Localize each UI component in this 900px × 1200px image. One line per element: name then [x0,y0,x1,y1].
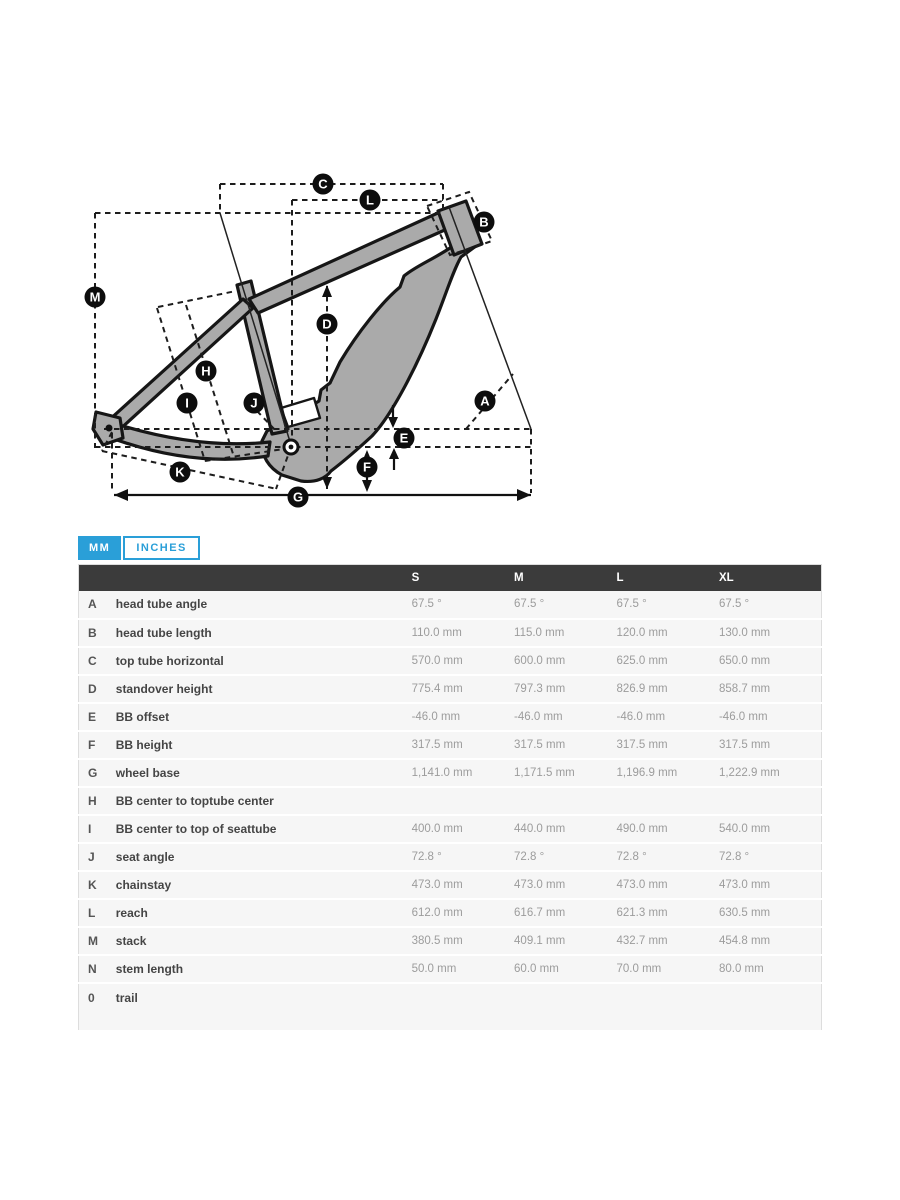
row-value: -46.0 mm [514,710,563,723]
row-label: stack [115,933,147,948]
diagram-label-I [177,393,198,414]
table-row [79,871,822,899]
row-label: wheel base [115,765,180,780]
row-value: 80.0 mm [718,962,764,975]
row-value: 858.7 mm [718,682,771,695]
geometry-table [78,564,822,1032]
diagram-label-D [317,314,338,335]
row-value [412,983,514,1031]
row-value: 473.0 mm [616,878,668,891]
diagram-label-J [244,393,265,414]
size-column-header: S [411,571,420,584]
diagram-label-F [357,457,378,478]
row-label: chainstay [115,877,172,892]
row-value: 317.5 mm [514,738,566,751]
label-letter: H [201,363,211,379]
label-letter: J [250,395,258,411]
row-value: 570.0 mm [411,654,463,667]
row-value: 432.7 mm [616,934,668,947]
tab-inches[interactable]: INCHES [123,536,200,560]
row-label: reach [115,905,148,920]
row-label: standover height [115,681,213,696]
table-row [79,675,822,703]
diagram-label-M [85,287,106,308]
row-letter: E [88,709,97,724]
tab-mm[interactable]: MM [78,536,121,560]
row-letter: H [88,793,97,808]
label-letter: M [89,289,101,305]
bike-frame-diagram [0,0,900,530]
row-value: 67.5 ° [514,598,545,610]
row-label: BB height [115,737,173,752]
row-value: 612.0 mm [411,906,463,919]
row-letter: N [88,961,97,976]
row-value: 67.5 ° [411,598,442,610]
diagram-label-G [288,487,309,508]
table-row [79,591,822,619]
unit-tabs [78,536,200,560]
row-value: 72.8 ° [718,850,750,863]
header-spacer [116,565,412,591]
row-letter: D [88,681,97,696]
row-value: 540.0 mm [718,822,771,835]
table-row [79,647,822,675]
row-value: 409.1 mm [514,934,566,947]
size-column-header: XL [718,571,734,584]
table-row [79,787,822,815]
row-value: 650.0 mm [718,654,771,667]
label-letter: F [363,459,371,475]
diagram-label-C [313,174,334,195]
row-value: 317.5 mm [718,738,771,751]
row-value: 775.4 mm [411,682,463,695]
label-letter: I [185,395,189,411]
label-letter: B [479,214,489,230]
row-label: stem length [115,961,184,976]
row-value [617,983,719,1031]
row-value: 797.3 mm [514,682,566,695]
table-row [79,815,822,843]
diagram-label-L [360,190,381,211]
row-value: 473.0 mm [411,878,463,891]
row-letter: B [88,625,97,640]
row-letter: C [88,653,97,668]
row-value: 130.0 mm [718,626,771,639]
size-column-header: L [616,571,624,584]
table-row [79,983,822,1031]
row-label: trail [115,990,138,1005]
row-value: 317.5 mm [411,738,463,751]
row-letter: A [88,597,97,611]
size-column-header: M [514,571,524,584]
row-letter: F [88,737,96,752]
row-label: head tube angle [115,597,208,611]
row-label: BB center to toptube center [115,793,274,808]
row-value: 630.5 mm [718,906,771,919]
row-value: 67.5 ° [718,598,750,610]
chain-stay [106,422,270,459]
row-letter: I [88,821,92,836]
row-value: 67.5 ° [616,598,647,610]
row-value: 826.9 mm [616,682,668,695]
diagram-label-A [475,391,496,412]
label-letter: E [399,430,409,446]
row-value: 1,222.9 mm [718,766,780,779]
row-letter: K [88,877,97,892]
diagram-label-H [196,361,217,382]
row-value: -46.0 mm [616,710,666,723]
row-value: 1,196.9 mm [616,766,678,779]
label-letter: K [175,464,185,480]
table-row [79,731,822,759]
row-value: 72.8 ° [616,850,647,863]
row-value: 616.7 mm [514,906,566,919]
row-value: 621.3 mm [616,906,668,919]
row-value: 120.0 mm [616,626,668,639]
row-value: 60.0 mm [514,962,559,975]
row-value: 400.0 mm [411,822,463,835]
row-value: 50.0 mm [411,962,457,975]
row-value: 473.0 mm [718,878,771,891]
diagram-label-K [170,462,191,483]
bb-center-dot [289,445,294,450]
row-value: 70.0 mm [616,962,662,975]
row-value: 490.0 mm [616,822,668,835]
header-spacer [79,565,116,591]
row-label: top tube horizontal [115,653,224,668]
row-value: 72.8 ° [514,850,545,863]
table-row [79,759,822,787]
row-value [617,787,719,815]
row-letter: 0 [88,990,95,1005]
table-row [79,619,822,647]
row-value: 440.0 mm [514,822,566,835]
table-row [79,703,822,731]
label-letter: L [366,192,374,208]
label-letter: D [322,316,332,332]
table-row [79,843,822,871]
row-value: 454.8 mm [718,934,771,947]
row-letter: M [88,933,98,948]
row-value: 1,171.5 mm [514,766,575,779]
table-row [79,927,822,955]
row-letter: J [88,849,95,864]
row-value [719,983,822,1031]
row-letter: L [88,905,96,920]
row-value: 72.8 ° [411,850,442,863]
row-value [514,787,616,815]
label-letter: C [318,176,328,192]
row-value: -46.0 mm [411,710,461,723]
row-value: 115.0 mm [514,626,565,639]
row-value [719,787,822,815]
row-value: 473.0 mm [514,878,566,891]
row-value: 317.5 mm [616,738,668,751]
rear-axle-dot [106,425,113,432]
label-letter: A [480,393,490,409]
row-label: head tube length [115,625,212,640]
row-value [412,787,514,815]
diagram-label-B [474,212,495,233]
row-label: BB offset [115,709,170,724]
row-value: 1,141.0 mm [411,766,473,779]
geometry-table-header [79,565,822,591]
label-letter: G [292,489,304,505]
row-value: -46.0 mm [718,710,768,723]
row-value: 625.0 mm [616,654,668,667]
row-value: 600.0 mm [514,654,566,667]
row-value: 110.0 mm [411,626,462,639]
table-row [79,899,822,927]
row-letter: G [88,765,98,780]
row-value: 380.5 mm [411,934,463,947]
table-row [79,955,822,983]
row-label: seat angle [115,849,175,864]
row-value [514,983,616,1031]
diagram-label-E [394,428,415,449]
row-label: BB center to top of seattube [115,821,277,836]
